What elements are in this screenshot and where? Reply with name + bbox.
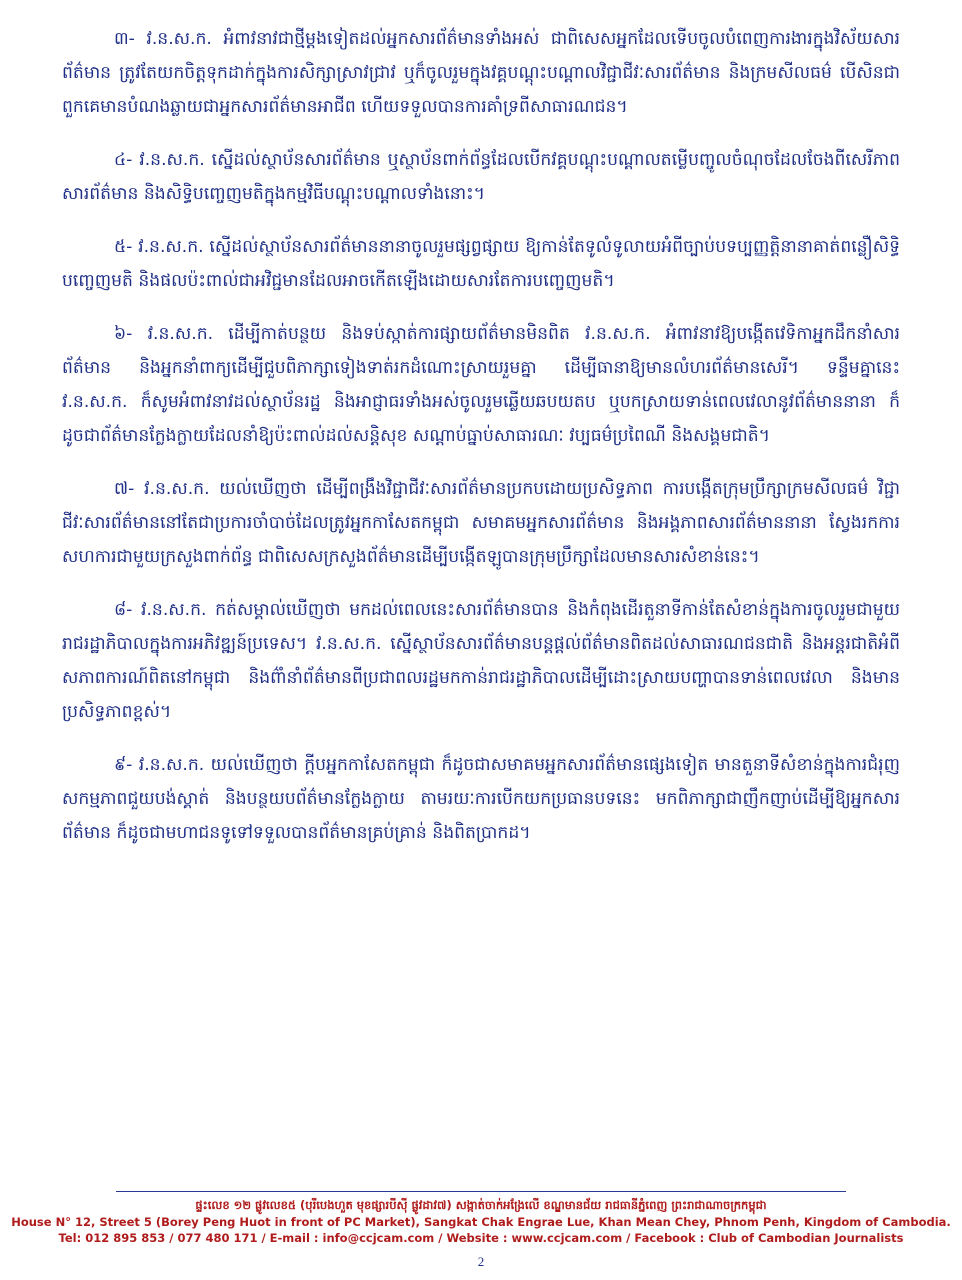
paragraph-4: ៤- វ.ន.ស.ក. ស្នើដល់ស្ថាប័នសារព័ត៌មាន ឬស្ថាប័នពាក់ព័ន្ធដែលបើកវគ្គបណ្ដុះបណ្ដាលតម្លើបញ្ចូលចំណុចដែលចែងពីសេរីភាពសារព័ត៌មាន និងសិទ្ធិបញ្ចេញមតិក្នុងកម្មវិធីបណ្ដុះបណ្ដាលទាំងនោះ។ [62,150,900,204]
paragraph-3: ៣- វ.ន.ស.ក. អំពាវនាវជាថ្មីម្ដងទៀតដល់អ្នកសារព័ត៌មានទាំងអស់ ជាពិសេសអ្នកដែលទើបចូលបំពេញការងារក្នុងវិស័យសារព័ត៌មាន ត្រូវតែយកចិត្តទុកដាក់ក្នុងការសិក្សាស្រាវជ្រាវ ឬក៏ចូលរួមក្នុងវគ្គបណ្ដុះបណ្ដាលវិជ្ជាជីវៈសារព័ត៌មាន និងក្រមសីលធម៌ បើសិនជាពួកគេមានបំណងឆ្លាយជាអ្នកសារព័ត៌មានអាជីព ហើយទទួលបានការគាំទ្រពីសាធារណជន។ [62,29,900,117]
paragraph-6: ៦- វ.ន.ស.ក. ដើម្បីកាត់បន្ថយ និងទប់ស្កាត់ការផ្សាយព័ត៌មានមិនពិត វ.ន.ស.ក. អំពាវនាវឱ្យបង្កើតវេទិកាអ្នកដឹកនាំសារព័ត៌មាន និងអ្នកនាំពាក្យដើម្បីជួបពិភាក្សាទៀងទាត់រកដំណោះស្រាយរួមគ្នា ដើម្បីធានាឱ្យមានលំហរព័ត៌មានសេរី។ ទន្ទឹមគ្នានេះ វ.ន.ស.ក. ក៏សូមអំពាវនាវដល់ស្ថាប័នរដ្ឋ និងអាជ្ញាធរទាំងអស់ចូលរួមឆ្លើយឆបយតប ឬបកស្រាយទាន់ពេលវេលានូវព័ត៌មាននានា ក៏ដូចជាព័ត៌មានក្លែងក្លាយដែលនាំឱ្យប៉ះពាល់ដល់សន្តិសុខ សណ្ដាប់ធ្នាប់សាធារណៈ វប្បធម៌ប្រពៃណី និងសង្គមជាតិ។ [62,324,900,446]
paragraph-9: ៩- វ.ន.ស.ក. យល់ឃើញថា ក្ដីបអ្នកកាសែតកម្ពុជា ក៏ដូចជាសមាគមអ្នកសារព័ត៌មានផ្សេងទៀត មានតួនាទីសំខាន់ក្នុងការជំរុញសកម្មភាពជួយបង់ស្គាត់ និងបន្ថយបព័ត៌មានក្លែងក្លាយ តាមរយៈការបើកយកប្រធានបទនេះ មកពិភាក្សាជាញឹកញាប់ដើម្បីឱ្យអ្នកសារព័ត៌មាន ក៏ដូចជាមហាជនទូទៅទទួលបានព័ត៌មានគ្រប់គ្រាន់ និងពិតប្រាកដ។ [62,755,900,843]
footer-address-english: House N° 12, Street 5 (Borey Peng Huot in front of PC Market), Sangkat Chak Engrae Lue, Khan Mean Chey, Phnom Penh, Kingdom of Cambodia. [11,1215,951,1229]
document-body [62,22,900,850]
page-footer [0,1191,962,1246]
paragraph-8: ៨- វ.ន.ស.ក. កត់សម្គាល់ឃើញថា មកដល់ពេលនេះសារព័ត៌មានបាន និងកំពុងដើរតួនាទីកាន់តែសំខាន់ក្នុងការចូលរួមជាមួយរាជរដ្ឋាភិបាលក្នុងការអភិវឌ្ឍន៍ប្រទេស។ វ.ន.ស.ក. ស្នើស្ថាប័នសារព័ត៌មានបន្ដផ្ដល់ព័ត៌មានពិតដល់សាធារណជនជាតិ និងអន្ដរជាតិអំពីសភាពការណ៍ពិតនៅកម្ពុជា និងព៌ាំនាំព័ត៌មានពីប្រជាពលរដ្ឋមកកាន់រាជរដ្ឋាភិបាលដើម្បីដោះស្រាយបញ្ហាបានទាន់ពេលវេលា និងមានប្រសិទ្ធភាពខ្ពស់។ [62,600,900,722]
footer-contact-line: Tel: 012 895 853 / 077 480 171 / E-mail : info@ccjcam.com / Website : www.ccjcam.com / Facebook : Club of Cambodian Journalists [58,1231,904,1245]
paragraph-7: ៧- វ.ន.ស.ក. យល់ឃើញថា ដើម្បីពង្រឹងវិជ្ជាជីវៈសារព័ត៌មានប្រកបដោយប្រសិទ្ធភាព ការបង្កើតក្រុមប្រឹក្សាក្រមសីលធម៌ វិជ្ជាជីវៈសារព័ត៌មាននៅតែជាប្រការចាំបាច់ដែលត្រូវអ្នកកាសែតកម្ពុជា សមាគមអ្នកសារព័ត៌មាន និងអង្គភាពសារព័ត៌មាននានា ស្វែងរកការសហការជាមួយក្រសួងពាក់ព័ន្ធ ជាពិសេសក្រសួងព័ត៌មានដើម្បីបង្កើតឡូបានក្រុមប្រឹក្សាដែលមានសារសំខាន់នេះ។ [62,479,900,567]
footer-divider [116,1191,846,1192]
paragraph-5: ៥- វ.ន.ស.ក. ស្នើដល់ស្ថាប័នសារព័ត៌មាននានាចូលរួមផ្សព្វផ្សាយ ឱ្យកាន់តែទូលំទូលាយអំពីច្បាប់បទប្បញ្ញត្តិនានាគាត់ពន្លឿសិទ្ធិបញ្ចេញមតិ និងផលប៉ះពាល់ជាអវិជ្ជមានដែលអាចកើតឡើងដោយសារតែការបញ្ចេញមតិ។ [62,237,900,291]
page-number: 2 [477,1254,485,1269]
footer-address-khmer: ផ្ទះលេខ ១២ ផ្លូវលេខ៥ (បុរីបេងហួត មុខផ្សារបីស៊ី ផ្លូវដាវ៧) សង្កាត់ចាក់អង្រែលើ ខណ្ឌមានជ័យ រាជធានីភ្នំពេញ ព្រះរាជាណាចក្រកម្ពុជា [195,1198,767,1212]
